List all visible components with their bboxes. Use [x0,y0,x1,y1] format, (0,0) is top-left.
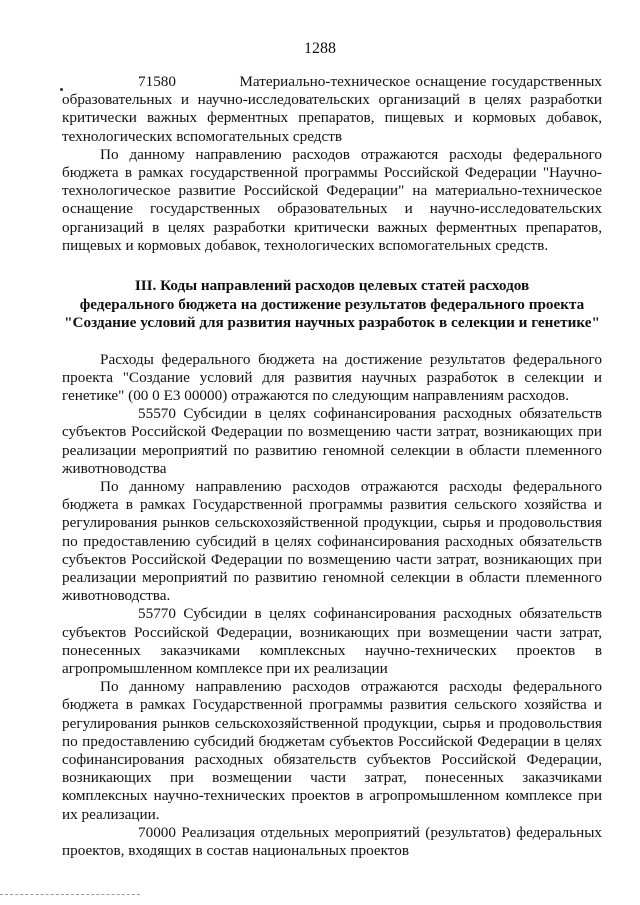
entry-70000-title [62,824,602,860]
entry-55770-title [62,605,602,678]
entry-55770-title-text: Субсидии в целях софинансирования расходных обязательств субъектов Российской Федерации, возникающих при возмещении части затрат, понесенных заказчиками комплексных научно-технических проектов в агропромышленном комплексе при их реализации [62,605,603,677]
section-heading-line2: федерального бюджета на достижение результатов федерального проекта [79,295,585,313]
scan-edge-mark [0,894,140,897]
entry-55770-description: По данному направлению расходов отражаются расходы федерального бюджета в рамках Государственной программы развития сельского хозяйства и регулирования рынков сельскохозяйственной продукции, сырья и продовольствия по предоставлению субсидий бюджетам субъектов Российской Федерации в целях софинансирования расходных обязательств субъектов Российской Федерации, возникающих при возмещении части затрат, понесенных заказчиками комплексных научно-технических проектов в агропромышленном комплексе при их реализации. [62,678,602,823]
entry-71580-title [62,73,602,146]
page-number: 1288 [304,40,336,57]
entry-70000-title-text: Реализация отдельных мероприятий (результатов) федеральных проектов, входящих в состав национальных проектов [62,823,602,860]
entry-71580-description: По данному направлению расходов отражаются расходы федерального бюджета в рамках государственной программы Российской Федерации "Научно-технологическое развитие Российской Федерации" на материально-техническое оснащение государственных образовательных и научно-исследовательских организаций в целях разработки критически важных ферментных препаратов, пищевых и кормовых добавок, технологических вспомогательных средств. [62,145,602,254]
section-intro: Расходы федерального бюджета на достижение результатов федерального проекта "Создание условий для развития научных разработок в селекции и генетике" (00 0 Е3 00000) отражаются по следующим направлениям расходов. [62,350,602,404]
section-heading [62,277,602,333]
entry-55570-title-text: Субсидии в целях софинансирования расходных обязательств субъектов Российской Федерации по возмещению части затрат, возникающих при реализации мероприятий по развитию геномной селекции в области племенного животноводства [62,405,603,477]
section-heading-line1: III. Коды направлений расходов целевых статей расходов [134,277,530,295]
entry-71580-title-text: Материально-техническое оснащение государственных образовательных и научно-исследовательских организаций в целях разработки критически важных ферментных препаратов, пищевых и кормовых добавок, технологических вспомогательных средств [62,73,602,145]
entry-70000-code: 70000 [138,823,176,841]
entry-55770-code: 55770 [138,605,176,623]
entry-55570-title [62,405,602,478]
document-body [62,73,602,860]
entry-71580-code: 71580 [138,73,176,90]
entry-55570-code: 55570 [138,405,176,423]
section-heading-line3: "Создание условий для развития научных разработок в селекции и генетике" [64,314,600,332]
entry-55570-description: По данному направлению расходов отражаются расходы федерального бюджета в рамках Государственной программы развития сельского хозяйства и регулирования рынков сельскохозяйственной продукции, сырья и продовольствия по предоставлению субсидий в целях софинансирования расходных обязательств субъектов Российской Федерации по возмещению части затрат, возникающих при реализации мероприятий по развитию геномной селекции в области племенного животноводства. [62,477,602,605]
